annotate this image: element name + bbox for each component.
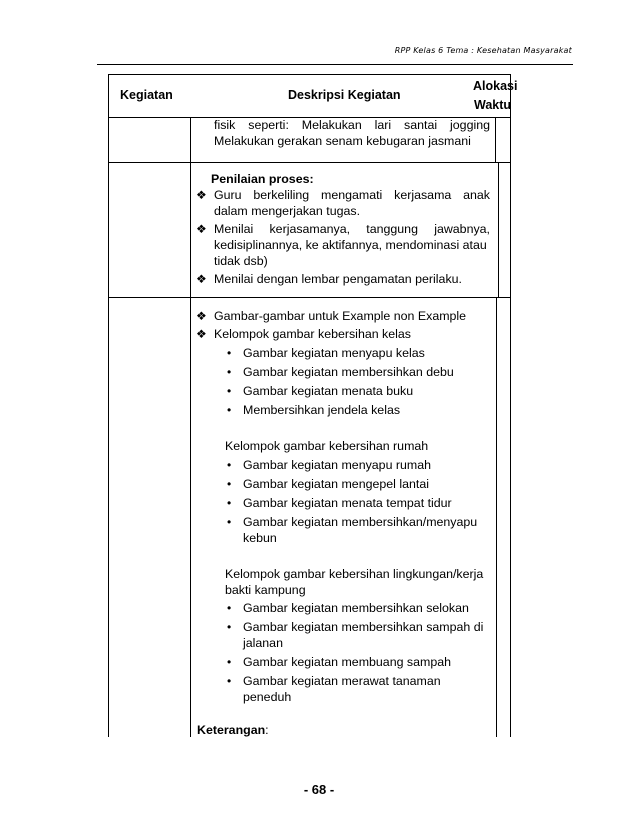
col-divider bbox=[190, 117, 191, 737]
bullet-icon: • bbox=[227, 458, 232, 472]
bullet-icon: • bbox=[227, 346, 232, 360]
list-item: Gambar kegiatan menyapu kelas bbox=[243, 346, 425, 360]
list-item: Menilai kerjasamanya, tanggung jawabnya, bbox=[214, 222, 490, 236]
diamond-bullet-icon: ❖ bbox=[196, 188, 207, 202]
list-item: Gambar kegiatan menata tempat tidur bbox=[243, 496, 452, 510]
bullet-icon: • bbox=[227, 674, 232, 688]
diamond-bullet-icon: ❖ bbox=[196, 327, 207, 341]
list-item: Gambar kegiatan membersihkan sampah di bbox=[243, 620, 484, 634]
bullet-icon: • bbox=[227, 477, 232, 491]
col-divider bbox=[495, 117, 496, 162]
group-heading: Kelompok gambar kebersihan rumah bbox=[225, 439, 429, 453]
column-header-kegiatan: Kegiatan bbox=[120, 88, 173, 102]
list-item: Gambar kegiatan menata buku bbox=[243, 384, 414, 398]
table-top-border bbox=[108, 74, 510, 75]
keterangan-text: Keterangan bbox=[197, 723, 266, 737]
list-item: Menilai dengan lembar pengamatan perilaku. bbox=[214, 272, 462, 286]
col-left-border bbox=[108, 297, 109, 737]
list-item: peneduh bbox=[243, 690, 292, 704]
col-right-border bbox=[510, 74, 511, 737]
list-item: tidak dsb) bbox=[214, 254, 268, 268]
list-item: Gambar kegiatan merawat tanaman bbox=[243, 674, 441, 688]
col-left-border bbox=[108, 74, 109, 162]
list-item: Gambar kegiatan membersihkan selokan bbox=[243, 601, 469, 615]
column-header-alokasi: Alokasi bbox=[473, 79, 518, 93]
row1-line: fisik seperti: Melakukan lari santai jogging bbox=[214, 118, 490, 132]
bullet-icon: • bbox=[227, 384, 232, 398]
diamond-bullet-icon: ❖ bbox=[196, 222, 207, 236]
column-header-waktu: Waktu bbox=[474, 98, 512, 112]
list-item: Gambar kegiatan membuang sampah bbox=[243, 655, 452, 669]
bullet-icon: • bbox=[227, 365, 232, 379]
bullet-icon: • bbox=[227, 620, 232, 634]
list-item: Kelompok gambar kebersihan kelas bbox=[214, 327, 411, 341]
col-divider bbox=[496, 297, 497, 737]
list-item: Gambar-gambar untuk Example non Example bbox=[214, 309, 467, 323]
list-item: Gambar kegiatan membersihkan/menyapu bbox=[243, 515, 478, 529]
row1-line: Melakukan gerakan senam kebugaran jasmani bbox=[214, 134, 471, 148]
group-heading: bakti kampung bbox=[225, 583, 306, 597]
bullet-icon: • bbox=[227, 655, 232, 669]
list-item: kedisiplinannya, ke aktifannya, mendominasi atau bbox=[214, 238, 487, 252]
group-heading: Kelompok gambar kebersihan lingkungan/kerja bbox=[225, 567, 484, 581]
bullet-icon: • bbox=[227, 515, 232, 529]
col-left-border bbox=[108, 162, 109, 297]
col-divider bbox=[498, 162, 499, 297]
running-header: RPP Kelas 6 Tema : Kesehatan Masyarakat bbox=[394, 46, 572, 55]
bullet-icon: • bbox=[227, 601, 232, 615]
diamond-bullet-icon: ❖ bbox=[196, 309, 207, 323]
bullet-icon: • bbox=[227, 496, 232, 510]
list-item: Gambar kegiatan menyapu rumah bbox=[243, 458, 432, 472]
list-item: Gambar kegiatan membersihkan debu bbox=[243, 365, 454, 379]
list-item: kebun bbox=[243, 531, 277, 545]
list-item: Guru berkeliling mengamati kerjasama anak bbox=[214, 188, 490, 202]
list-item: Gambar kegiatan mengepel lantai bbox=[243, 477, 429, 491]
diamond-bullet-icon: ❖ bbox=[196, 272, 207, 286]
list-item: dalam mengerjakan tugas. bbox=[214, 204, 361, 218]
list-item: Membersihkan jendela kelas bbox=[243, 403, 401, 417]
keterangan-colon: : bbox=[265, 723, 269, 737]
page-number: - 68 - bbox=[303, 782, 335, 797]
bullet-icon: • bbox=[227, 403, 232, 417]
row1-bottom bbox=[108, 162, 510, 163]
penilaian-heading: Penilaian proses: bbox=[211, 172, 314, 186]
row2-bottom bbox=[108, 297, 510, 298]
column-header-deskripsi: Deskripsi Kegiatan bbox=[288, 88, 401, 102]
keterangan-label bbox=[197, 722, 269, 738]
header-rule bbox=[97, 64, 573, 65]
list-item: jalanan bbox=[243, 636, 283, 650]
